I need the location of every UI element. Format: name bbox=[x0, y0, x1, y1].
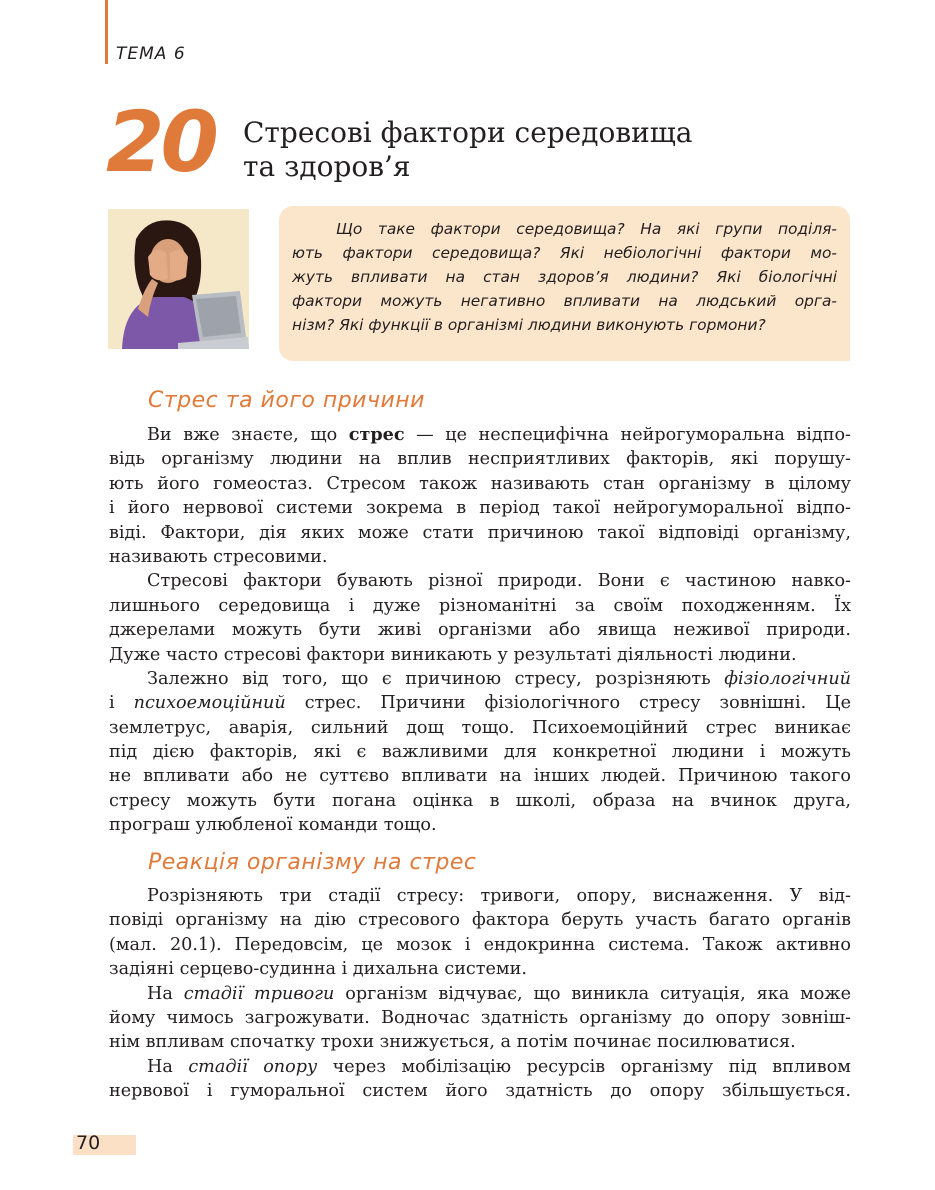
section2-body bbox=[109, 884, 851, 1104]
stressed-woman-photo bbox=[108, 209, 249, 349]
paragraph-line bbox=[109, 691, 851, 715]
question-line: нізм? Які функції в організмі людини виконують гормони? bbox=[292, 316, 766, 334]
paragraph-line: стресу можуть бути погана оцінка в школі, образа на вчинок друга, bbox=[109, 790, 851, 811]
intro-questions bbox=[292, 217, 837, 337]
lesson-number: 20 bbox=[106, 93, 215, 191]
lesson-title-line: Стресові фактори середовища bbox=[243, 116, 693, 149]
term-alarm-stage: стадії тривоги bbox=[183, 983, 335, 1004]
paragraph-line bbox=[109, 1055, 851, 1079]
stressed-woman-illustration bbox=[108, 209, 249, 349]
paragraph-line: програш улюбленої команди тощо. bbox=[109, 815, 437, 836]
paragraph-line: і його нервової системи зокрема в період такої нейрогуморальної відпо- bbox=[109, 498, 851, 519]
paragraph-line: називають стресовими. bbox=[109, 546, 328, 567]
text-run: На bbox=[147, 1056, 189, 1077]
topic-label: ТЕМА 6 bbox=[116, 44, 186, 64]
paragraph-line: Дуже часто стресові фактори виникають у результаті діяльності людини. bbox=[109, 644, 797, 665]
text-run: через мобілізацію ресурсів організму під впливом bbox=[317, 1056, 851, 1077]
paragraph-line: джерелами можуть бути живі організми або явища неживої природи. bbox=[109, 620, 851, 641]
term-stress: стрес bbox=[348, 424, 405, 445]
term-resistance-stage: стадії опору bbox=[188, 1056, 318, 1077]
text-run: організм відчуває, що виникла ситуація, яка може bbox=[334, 983, 851, 1004]
paragraph-line: землетрус, аварія, сильний дощ тощо. Психоемоційний стрес виникає bbox=[109, 717, 851, 738]
paragraph-line: віді. Фактори, дія яких може стати причиною такої відповіді організму, bbox=[109, 522, 851, 543]
question-line: фактори можуть негативно впливати на людський орга- bbox=[292, 292, 837, 310]
page-number: 70 bbox=[76, 1132, 101, 1154]
text-run: На bbox=[147, 983, 184, 1004]
paragraph-line: відь організму людини на вплив несприятливих факторів, які порушу- bbox=[109, 449, 851, 470]
term-psychoemotional: психоемоційний bbox=[133, 693, 286, 714]
text-run: Залежно від того, що є причиною стресу, розрізняють bbox=[147, 668, 725, 689]
paragraph-line bbox=[109, 423, 851, 447]
paragraph-line: нім впливам спочатку трохи знижується, а потім починає посилюватися. bbox=[109, 1032, 796, 1053]
lesson-title-line: та здоров’я bbox=[243, 150, 411, 183]
paragraph-line: (мал. 20.1). Передовсім, це мозок і ендокринна система. Також активно bbox=[109, 934, 851, 955]
lesson-title bbox=[243, 116, 693, 184]
paragraph-line: Стресові фактори бувають різної природи. Вони є частиною навко- bbox=[147, 571, 851, 592]
section1-body bbox=[109, 423, 851, 838]
text-run: — це неспецифічна нейрогуморальна відпо- bbox=[404, 425, 851, 445]
paragraph-line: повіді організму на дію стресового фактора беруть участь багато органів bbox=[109, 910, 851, 931]
paragraph-line bbox=[109, 982, 851, 1006]
topic-bar bbox=[105, 0, 108, 64]
question-line: ють фактори середовища? Які небіологічні фактори мо- bbox=[292, 244, 837, 262]
question-line: Що таке фактори середовища? На які групи поділя- bbox=[336, 220, 837, 238]
paragraph-line: Розрізняють три стадії стресу: тривоги, опору, виснаження. У від- bbox=[147, 886, 851, 906]
paragraph-line: ють його гомеостаз. Стресом також називають стан організму в цілому bbox=[109, 473, 851, 494]
paragraph-line: лишнього середовища і дуже різноманітні за своїм походженням. Їх bbox=[109, 595, 851, 616]
paragraph-line: під дією факторів, які є важливими для конкретної людини і можуть bbox=[109, 742, 851, 763]
paragraph-line: нервової і гуморальної систем його здатність до опору збільшується. bbox=[109, 1081, 851, 1102]
text-run: і bbox=[109, 693, 134, 714]
term-physiological: фізіологічний bbox=[724, 668, 851, 689]
paragraph-line: йому чимось загрожувати. Водночас здатність організму до опору зовніш- bbox=[109, 1007, 851, 1028]
section-heading-stress-causes: Стрес та його причини bbox=[148, 388, 425, 413]
paragraph-line: задіяні серцево-судинна і дихальна системи. bbox=[109, 959, 527, 980]
section-heading-body-reaction: Реакція організму на стрес bbox=[148, 850, 477, 875]
paragraph-line: не впливати або не суттєво впливати на інших людей. Причиною такого bbox=[109, 766, 851, 787]
question-line: жуть впливати на стан здоров’я людини? Які біологічні bbox=[292, 268, 837, 286]
text-run: Ви вже знаєте, що bbox=[147, 425, 349, 445]
paragraph-line bbox=[109, 667, 851, 691]
text-run: стрес. Причини фізіологічного стресу зовнішні. Це bbox=[285, 693, 851, 714]
